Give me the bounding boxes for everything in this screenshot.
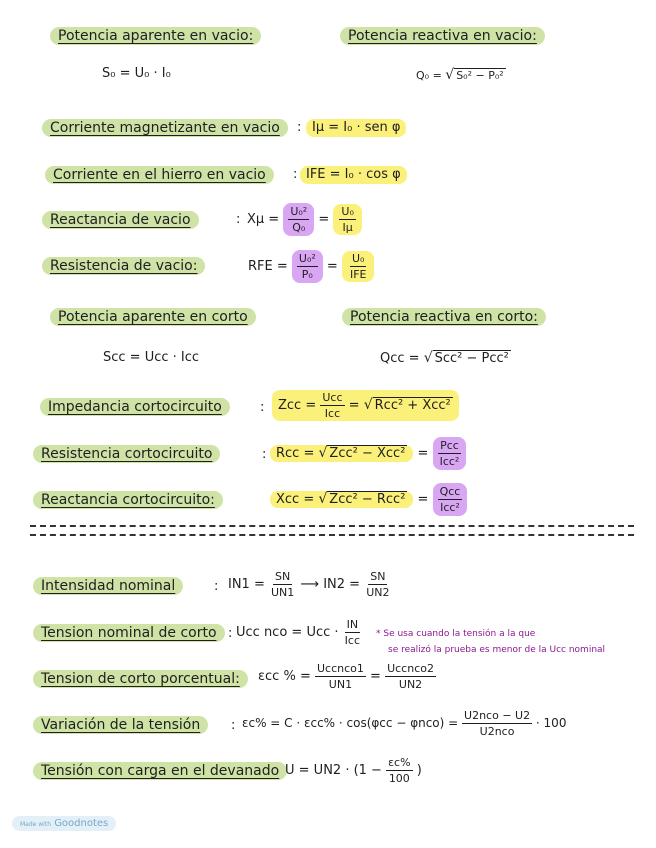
in2-den: UN2 xyxy=(366,586,390,599)
ec-den: U2nco xyxy=(479,725,515,738)
formula-ecc xyxy=(258,662,436,691)
title-reactancia-cortocircuito: Reactancia cortocircuito: xyxy=(33,491,223,509)
title-corriente-hierro: Corriente en el hierro en vacio xyxy=(45,166,274,184)
formula-uccnco xyxy=(236,618,362,647)
ec-tail: · 100 xyxy=(535,716,567,730)
formula-ec xyxy=(242,709,566,738)
xmu-den-1: Q₀ xyxy=(292,221,306,234)
u-tail: ) xyxy=(416,763,422,778)
u-den: 100 xyxy=(388,772,410,785)
sqrt-icon: √ xyxy=(445,67,455,83)
rfe-den-1: P₀ xyxy=(301,268,313,281)
sep-s5: : xyxy=(236,212,241,227)
rfe-num-2: U₀ xyxy=(351,252,365,265)
sep-s13: : xyxy=(228,626,233,641)
title-potencia-aparente-vacio: Potencia aparente en vacio: xyxy=(50,27,261,45)
title-tension-nominal-corto: Tension nominal de corto xyxy=(33,624,225,642)
ec-lhs: εc% = C · εcc% · cos(φcc − φnco) = xyxy=(242,716,459,730)
title-intensidad-nominal: Intensidad nominal xyxy=(33,577,183,595)
zcc-frac xyxy=(320,391,344,420)
rfe-num-1: U₀² xyxy=(298,252,316,265)
sep-s15: : xyxy=(231,718,236,733)
ec-num: U2nco − U2 xyxy=(464,709,531,722)
rfe-frac-2 xyxy=(342,251,375,282)
formula-s0: S₀ = U₀ · I₀ xyxy=(102,66,171,81)
title-resistencia-vacio: Resistencia de vacio: xyxy=(42,257,205,275)
ec-frac xyxy=(462,709,532,738)
xmu-num-1: U₀² xyxy=(290,205,308,218)
formula-ife: IFE = I₀ · cos φ xyxy=(300,166,407,184)
xcc-den: Icc² xyxy=(440,501,460,514)
zcc-num: Ucc xyxy=(322,391,343,404)
formula-xmu xyxy=(247,203,362,236)
note-line-1: * Se usa cuando la tensión a la que xyxy=(376,629,536,639)
sep-s12: : xyxy=(214,579,219,594)
formula-xcc xyxy=(270,483,467,516)
ecc-num-1: Uccnco1 xyxy=(316,662,364,675)
xcc-eq: = xyxy=(417,492,429,507)
ecc-den-2: UN2 xyxy=(398,678,423,691)
sqrt-icon: √ xyxy=(423,350,433,366)
formula-rfe xyxy=(248,250,374,283)
ecc-frac-1 xyxy=(315,662,366,691)
title-reactancia-vacio: Reactancia de vacio xyxy=(42,211,199,229)
title-potencia-aparente-corto: Potencia aparente en corto xyxy=(50,308,256,326)
title-impedancia-cortocircuito: Impedancia cortocircuito xyxy=(40,398,230,416)
zcc-eq: = xyxy=(348,398,360,413)
rfe-lhs: RFE = xyxy=(248,259,288,274)
uccnco-den: Icc xyxy=(344,634,360,647)
section-divider xyxy=(30,525,634,536)
in2-lhs: IN2 = xyxy=(323,577,361,592)
in1-den: UN1 xyxy=(271,586,295,599)
u-lhs: U = UN2 · (1 − xyxy=(285,763,382,778)
sep-s10: : xyxy=(262,447,267,462)
qcc-radicand: Scc² − Pcc² xyxy=(434,351,509,366)
ecc-frac-2 xyxy=(385,662,436,691)
rcc-highlight xyxy=(270,445,413,462)
title-tension-corto-porcentual: Tension de corto porcentual: xyxy=(33,670,248,688)
u-num: εc% xyxy=(388,756,411,769)
sep-s9: : xyxy=(260,400,265,415)
xcc-radicand: Zcc² − Rcc² xyxy=(329,492,406,507)
title-potencia-reactiva-corto: Potencia reactiva en corto: xyxy=(342,308,546,326)
zcc-lhs: Zcc = xyxy=(278,398,317,413)
u-frac xyxy=(386,756,412,785)
formula-rcc xyxy=(270,437,466,470)
goodnotes-badge[interactable] xyxy=(12,816,116,831)
title-resistencia-cortocircuito: Resistencia cortocircuito xyxy=(33,445,220,463)
ecc-lhs: εcc % = xyxy=(258,669,311,684)
rcc-frac xyxy=(433,437,467,470)
xmu-den-2: Iμ xyxy=(342,221,353,234)
xcc-highlight xyxy=(270,491,413,508)
xmu-lhs: Xμ = xyxy=(247,212,280,227)
ecc-num-2: Uccnco2 xyxy=(387,662,434,675)
uccnco-lhs: Ucc nco = Ucc · xyxy=(236,625,339,640)
formula-q0 xyxy=(416,67,506,84)
xcc-frac xyxy=(433,483,468,516)
zcc-radicand: Rcc² + Xcc² xyxy=(374,398,451,413)
rcc-num: Pcc xyxy=(440,439,459,452)
title-corriente-magnetizante: Corriente magnetizante en vacio xyxy=(42,119,288,137)
rcc-radicand: Zcc² − Xcc² xyxy=(329,446,406,461)
badge-prefix: Made with xyxy=(20,821,51,828)
title-tension-con-carga: Tensión con carga en el devanado xyxy=(33,762,287,780)
sqrt-icon: √ xyxy=(318,445,328,461)
in1-lhs: IN1 = xyxy=(228,577,265,592)
formula-imu: Iμ = I₀ · sen φ xyxy=(306,119,406,137)
in1-num: SN xyxy=(275,570,291,583)
rfe-den-2: IFE xyxy=(349,268,367,281)
zcc-den: Icc xyxy=(324,407,341,420)
in2-num: SN xyxy=(370,570,386,583)
rfe-frac-1 xyxy=(292,250,323,283)
formula-scc: Scc = Ucc · Icc xyxy=(103,350,200,365)
rcc-eq: = xyxy=(417,446,429,461)
formula-qcc xyxy=(380,350,511,367)
note-line-2: se realizó la prueba es menor de la Ucc nominal xyxy=(388,645,606,655)
title-variacion-tension: Variación de la tensión xyxy=(33,716,208,734)
badge-brand: Goodnotes xyxy=(54,818,109,829)
xmu-num-2: U₀ xyxy=(341,205,354,218)
qcc-lhs: Qcc = xyxy=(380,351,420,366)
q0-radicand: S₀² − P₀² xyxy=(456,69,504,82)
rcc-lhs: Rcc = xyxy=(276,446,315,461)
in1-frac xyxy=(269,570,296,599)
rfe-eq: = xyxy=(326,259,338,274)
uccnco-frac xyxy=(343,618,362,647)
rcc-den: Icc² xyxy=(439,455,460,468)
formula-zcc xyxy=(272,390,459,421)
arrow-right-icon: ⟶ xyxy=(300,577,320,592)
xcc-num: Qcc xyxy=(439,485,461,498)
formula-in xyxy=(228,570,391,599)
sqrt-icon: √ xyxy=(318,491,328,507)
sqrt-icon: √ xyxy=(363,397,373,413)
formula-u xyxy=(285,756,422,785)
sep-s4: : xyxy=(293,167,298,182)
ecc-den-1: UN1 xyxy=(328,678,353,691)
q0-lhs: Q₀ = xyxy=(416,69,442,82)
ecc-eq: = xyxy=(370,669,381,684)
title-potencia-reactiva-vacio: Potencia reactiva en vacio: xyxy=(340,27,545,45)
in2-frac xyxy=(364,570,391,599)
uccnco-num: IN xyxy=(346,618,359,631)
xmu-frac-1 xyxy=(283,203,314,236)
xcc-lhs: Xcc = xyxy=(276,492,315,507)
xmu-eq: = xyxy=(318,212,330,227)
sep-s3: : xyxy=(297,120,302,135)
xmu-frac-2 xyxy=(333,204,361,235)
